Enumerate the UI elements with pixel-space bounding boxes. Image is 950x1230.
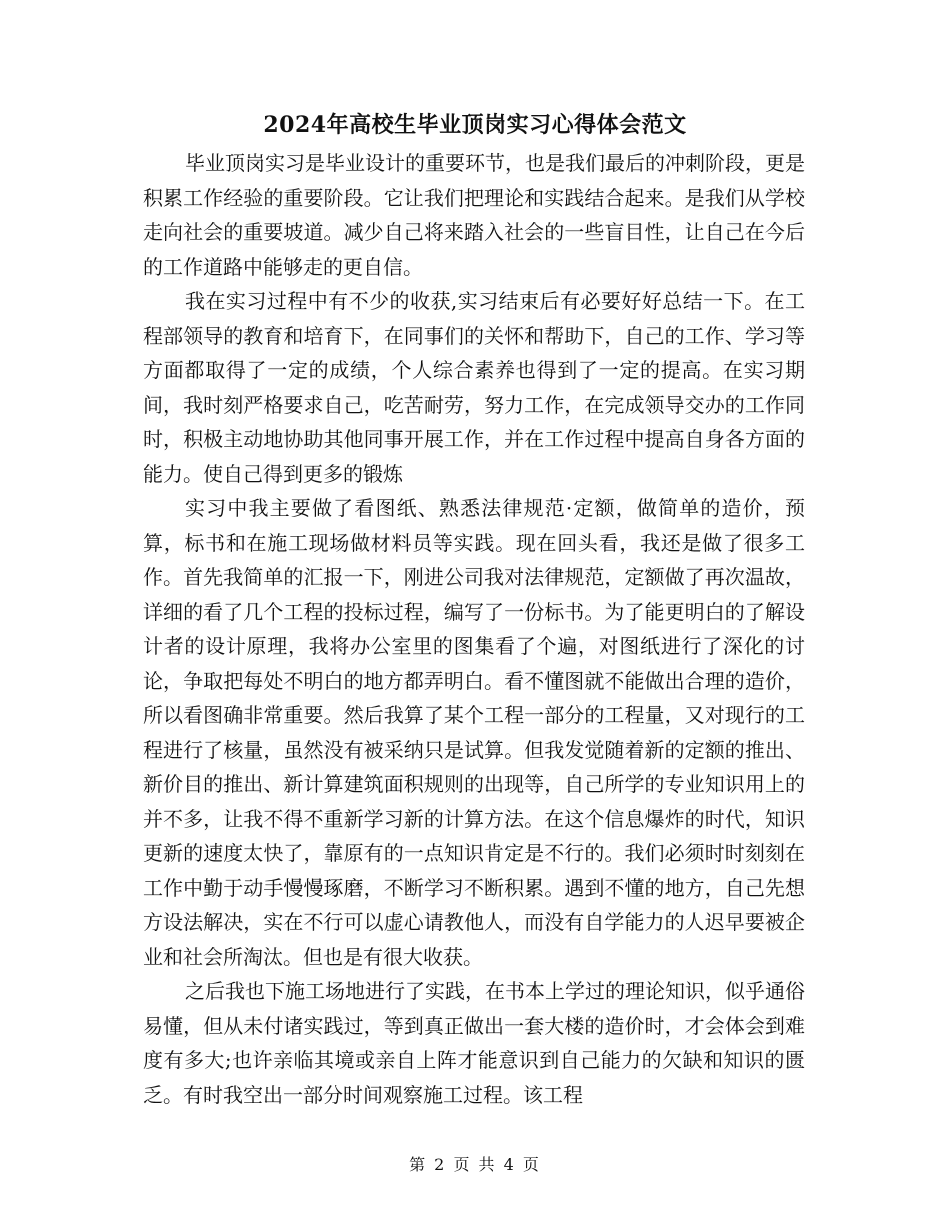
document-body — [143, 146, 805, 1112]
paragraph-1: 毕业顶岗实习是毕业设计的重要环节，也是我们最后的冲刺阶段，更是积累工作经验的重要阶段。它让我们把理论和实践结合起来。是我们从学校走向社会的重要坡道。减少自己将来踏入社会的一些盲目性，让自己在今后的工作道路中能够走的更自信。 — [143, 151, 805, 279]
document-title: 2024年高校生毕业顶岗实习心得体会范文 — [263, 112, 687, 138]
paragraph-3: 实习中我主要做了看图纸、熟悉法律规范·定额，做简单的造价，预算，标书和在施工现场做材料员等实践。现在回头看，我还是做了很多工作。首先我简单的汇报一下，刚进公司我对法律规范，定额做了再次温故，详细的看了几个工程的投标过程，编写了一份标书。为了能更明白的了解设计者的设计原理，我将办公室里的图集看了个遍，对图纸进行了深化的讨论，争取把每处不明白的地方都弄明白。看不懂图就不能做出合理的造价，所以看图确非常重要。然后我算了某个工程一部分的工程量，又对现行的工程进行了核量，虽然没有被采纳只是试算。但我发觉随着新的定额的推出、新价目的推出、新计算建筑面积规则的出现等，自己所学的专业知识用上的并不多，让我不得不重新学习新的计算方法。在这个信息爆炸的时代，知识更新的速度太快了，靠原有的一点知识肯定是不行的。我们必须时时刻刻在工作中勤于动手慢慢琢磨，不断学习不断积累。遇到不懂的地方，自己先想方设法解决，实在不行可以虚心请教他人，而没有自学能力的人迟早要被企业和社会所淘汰。但也是有很大收获。 — [143, 496, 805, 969]
paragraph-4: 之后我也下施工场地进行了实践，在书本上学过的理论知识，似乎通俗易懂，但从未付诸实践过，等到真正做出一套大楼的造价时，才会体会到难度有多大;也许亲临其境或亲自上阵才能意识到自己能力的欠缺和知识的匮乏。有时我空出一部分时间观察施工过程。该工程 — [143, 979, 805, 1107]
paragraph-2: 我在实习过程中有不少的收获,实习结束后有必要好好总结一下。在工程部领导的教育和培育下，在同事们的关怀和帮助下，自己的工作、学习等方面都取得了一定的成绩，个人综合素养也得到了一定的提高。在实习期间，我时刻严格要求自己，吃苦耐劳，努力工作，在完成领导交办的工作同时，积极主动地协助其他同事开展工作，并在工作过程中提高自身各方面的能力。使自己得到更多的锻炼 — [143, 289, 805, 486]
page-number-footer: 第 2 页 共 4 页 — [409, 1155, 541, 1174]
